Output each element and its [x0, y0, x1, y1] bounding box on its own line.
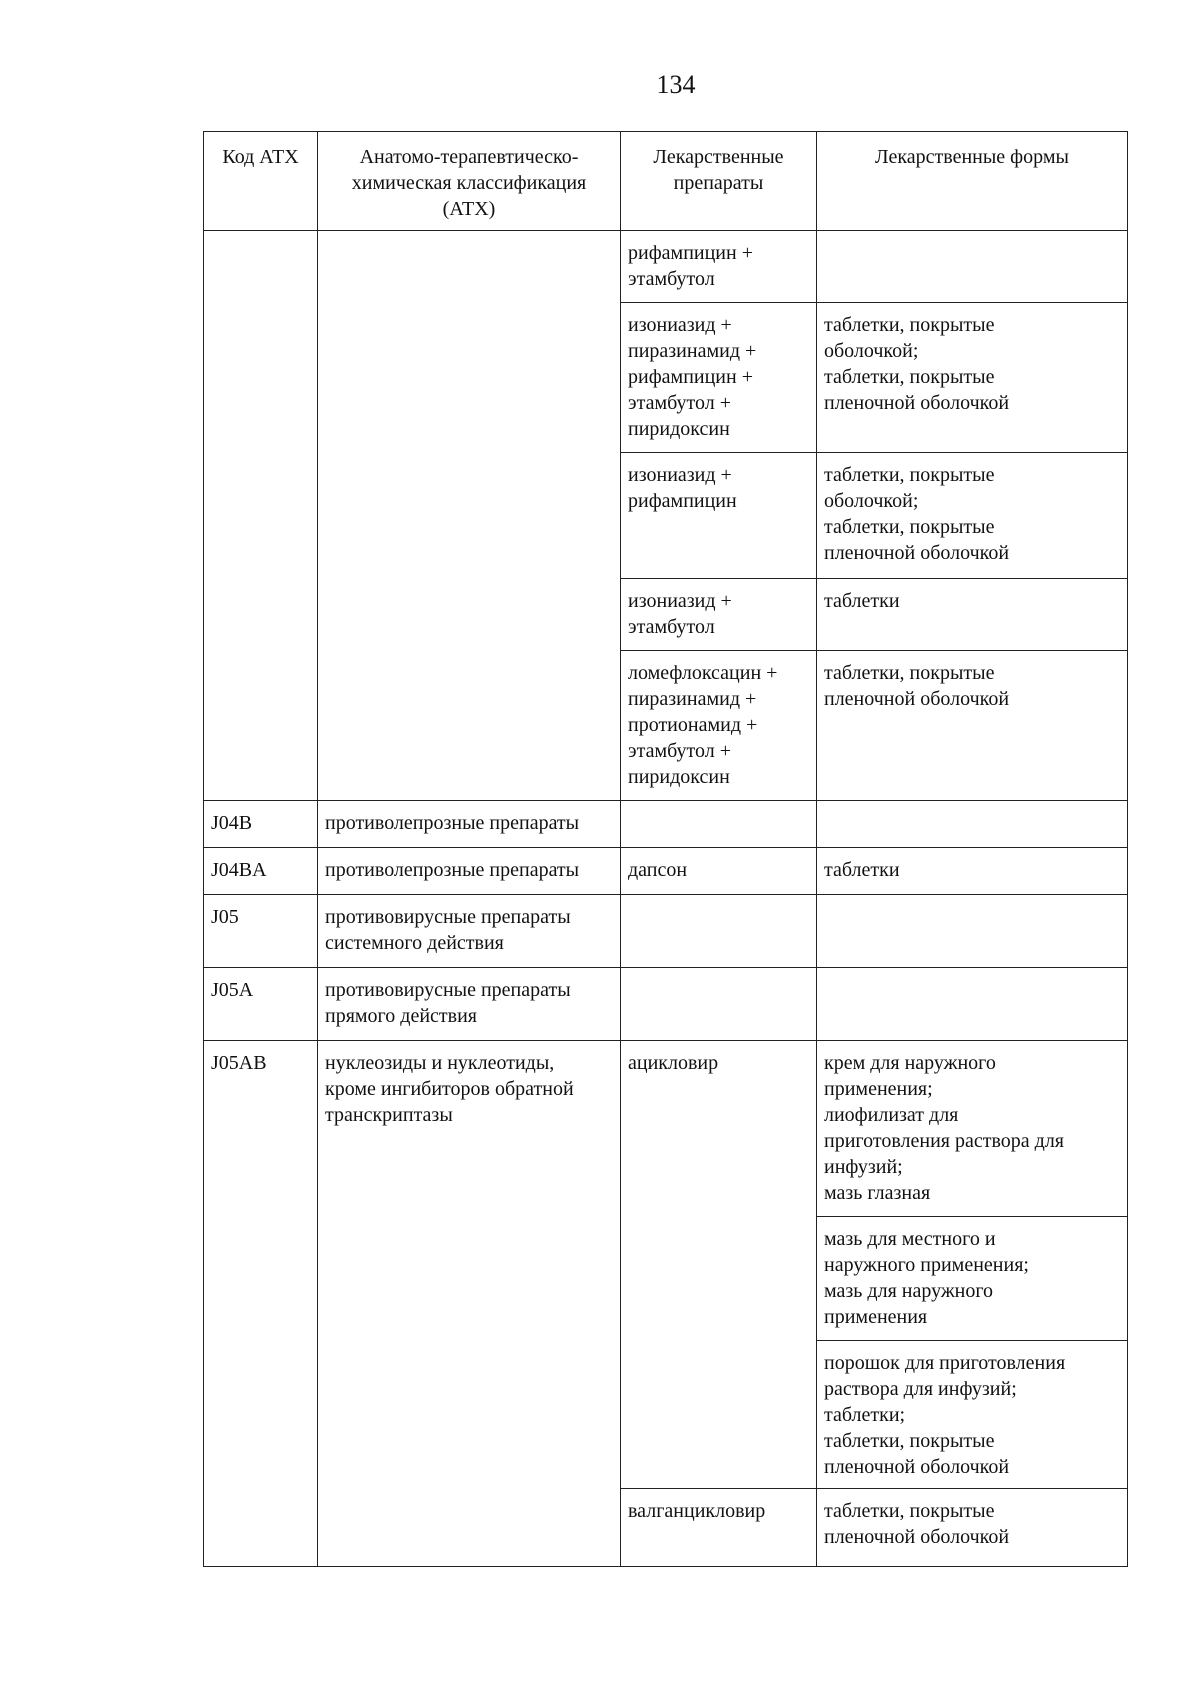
- drug-cell: [621, 801, 817, 848]
- page-number: 134: [656, 70, 696, 99]
- drug-cell: [621, 895, 817, 968]
- code-cell: J04BA: [204, 848, 318, 895]
- forms-cell: таблетки, покрытые оболочкой; таблетки, покрытые пленочной оболочкой: [817, 303, 1128, 453]
- header-classification: Анатомо-терапевтическо-химическая классификация (АТХ): [318, 132, 621, 231]
- header-drugs: Лекарственные препараты: [621, 132, 817, 231]
- table-row: [204, 968, 1128, 1041]
- table-row: [204, 895, 1128, 968]
- drug-cell: валганцикловир: [621, 1489, 817, 1567]
- code-cell: J05AB: [204, 1041, 318, 1567]
- forms-cell: мазь для местного и наружного применения; мазь для наружного применения: [817, 1217, 1128, 1341]
- code-cell: [204, 231, 318, 801]
- drug-cell: ацикловир: [621, 1041, 817, 1489]
- drug-cell: изониазид + рифампицин: [621, 453, 817, 579]
- drug-cell: ломефлоксацин + пиразинамид + протионамид + этамбутол + пиридоксин: [621, 651, 817, 801]
- classification-cell: [318, 231, 621, 801]
- forms-cell: таблетки: [817, 848, 1128, 895]
- classification-cell: противолепрозные препараты: [318, 801, 621, 848]
- forms-cell: [817, 801, 1128, 848]
- atx-table: [203, 131, 1128, 1567]
- classification-cell: нуклеозиды и нуклеотиды, кроме ингибиторов обратной транскриптазы: [318, 1041, 621, 1567]
- drug-cell: рифампицин + этамбутол: [621, 231, 817, 303]
- forms-cell: таблетки, покрытые оболочкой; таблетки, покрытые пленочной оболочкой: [817, 453, 1128, 579]
- table-row: [204, 231, 1128, 303]
- header-code: Код АТХ: [204, 132, 318, 231]
- drug-cell: дапсон: [621, 848, 817, 895]
- code-cell: J05: [204, 895, 318, 968]
- drug-cell: [621, 968, 817, 1041]
- forms-cell: [817, 968, 1128, 1041]
- forms-cell: таблетки: [817, 579, 1128, 651]
- table-header-row: [204, 132, 1128, 231]
- drug-cell: изониазид + пиразинамид + рифампицин + этамбутол + пиридоксин: [621, 303, 817, 453]
- classification-cell: противовирусные препараты прямого действия: [318, 968, 621, 1041]
- forms-cell: крем для наружного применения; лиофилизат для приготовления раствора для инфузий; мазь глазная: [817, 1041, 1128, 1217]
- table-row: [204, 848, 1128, 895]
- table-row: [204, 1041, 1128, 1217]
- forms-cell: порошок для приготовления раствора для инфузий; таблетки; таблетки, покрытые пленочной оболочкой: [817, 1341, 1128, 1489]
- code-cell: J05A: [204, 968, 318, 1041]
- classification-cell: противовирусные препараты системного действия: [318, 895, 621, 968]
- header-forms: Лекарственные формы: [817, 132, 1128, 231]
- forms-cell: [817, 895, 1128, 968]
- forms-cell: таблетки, покрытые пленочной оболочкой: [817, 651, 1128, 801]
- forms-cell: [817, 231, 1128, 303]
- table-row: [204, 801, 1128, 848]
- classification-cell: противолепрозные препараты: [318, 848, 621, 895]
- drug-cell: изониазид + этамбутол: [621, 579, 817, 651]
- forms-cell: таблетки, покрытые пленочной оболочкой: [817, 1489, 1128, 1567]
- code-cell: J04B: [204, 801, 318, 848]
